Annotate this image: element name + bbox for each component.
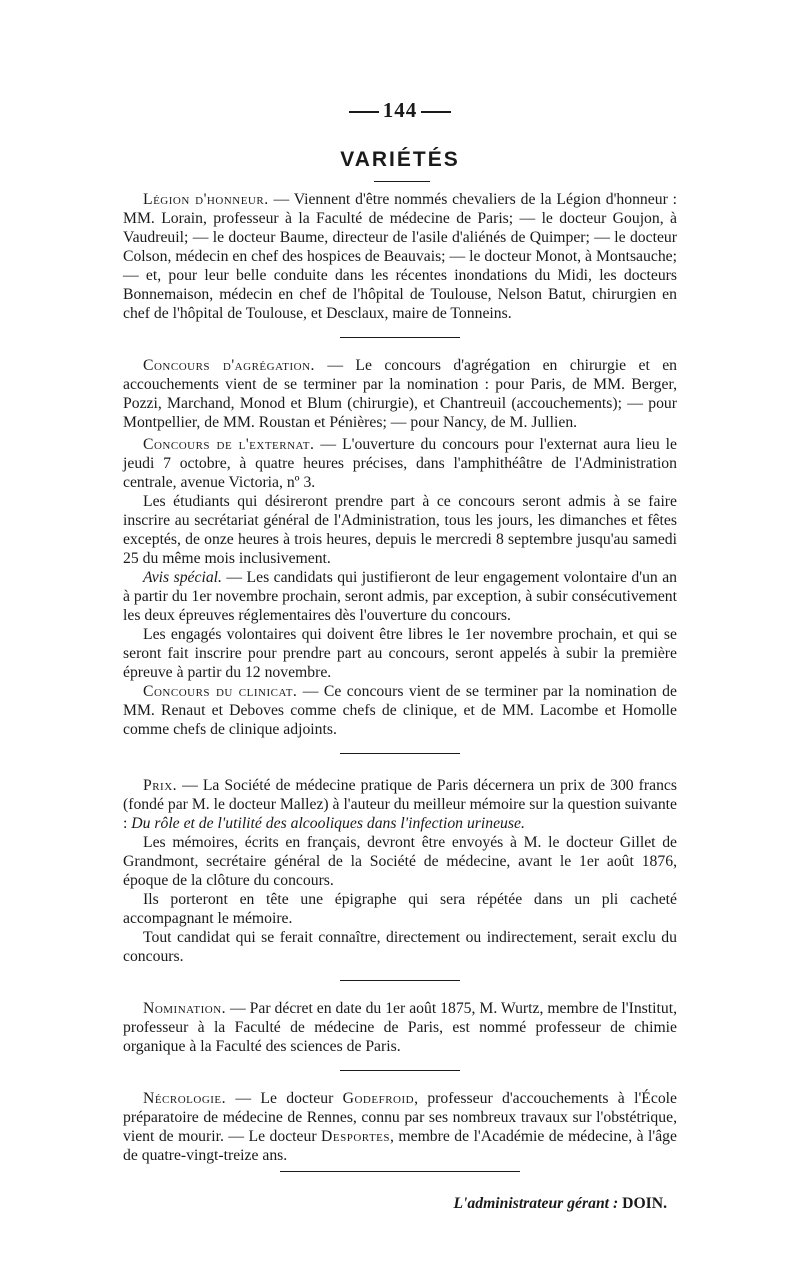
necrologie-name-2: Desportes bbox=[321, 1128, 391, 1145]
nomination-label: Nomination. bbox=[143, 1000, 227, 1017]
closing-rule bbox=[280, 1171, 520, 1172]
section-title: VARIÉTÉS bbox=[340, 148, 460, 171]
externat-paragraph bbox=[123, 435, 677, 492]
clinicat-label: Concours du clinicat. bbox=[143, 683, 298, 700]
nomination-text: — Par décret en date du 1er août 1875, M. Wurtz, membre de l'Institut, professeur à la Faculté de médecine de Paris, est nommé professeur de chimie organique à la Faculté des sciences de Paris. bbox=[123, 1000, 677, 1055]
legion-label: Légion d'honneur. bbox=[143, 191, 269, 208]
externat-text: — L'ouverture du concours pour l'externat aura lieu le jeudi 7 octobre, à quatre heures précises, dans l'amphithéâtre de l'Administration centrale, avenue Victoria, nº 3. bbox=[123, 436, 677, 491]
agregation-label: Concours d'agrégation. bbox=[143, 357, 315, 374]
necrologie-text-3: , membre de l'Académie de médecine, à l'âge de quatre-vingt-treize ans. bbox=[123, 1128, 677, 1164]
legion-text: — Viennent d'être nommés chevaliers de la Légion d'honneur : MM. Lorain, professeur à la Faculté de médecine de Paris; — le docteur Goujon, à Vaudreuil; — le docteur Baume, directeur de l'asile d'aliénés de Quimper; — le docteur Colson, médecin en chef des hospices de Beauvais; — le docteur Monot, à Montsauche; — et, pour leur belle conduite dans les récentes inondations du Midi, les docteurs Bonnemaison, médecin en chef de l'hôpital de Toulouse, Nelson Batut, chirurgien en chef de l'hôpital de Toulouse, et Desclaux, maire de Tonneins. bbox=[123, 191, 678, 322]
clinicat-text: — Ce concours vient de se terminer par la nomination de MM. Renaut et Deboves comme chefs de clinique, et de MM. Lacombe et Homolle comme chefs de clinique adjoints. bbox=[123, 683, 677, 738]
prix-exclusion-paragraph: Tout candidat qui se ferait connaître, directement ou indirectement, serait exclu du concours. bbox=[123, 929, 677, 965]
necrologie-label: Nécrologie. bbox=[143, 1090, 227, 1107]
separator-rule bbox=[340, 1070, 460, 1071]
header-dash-left bbox=[349, 111, 379, 113]
necrologie-paragraph bbox=[123, 1089, 677, 1165]
externat-inscription-paragraph: Les étudiants qui désireront prendre part à ce concours seront admis à se faire inscrire au secrétariat général de l'Administration, tous les jours, les dimanches et fêtes exceptés, de onze heures à trois heures, depuis le mercredi 8 septembre jusqu'au samedi 25 du même mois inclusivement. bbox=[123, 493, 677, 567]
clinicat-paragraph bbox=[123, 682, 677, 739]
agregation-text: — Le concours d'agrégation en chirurgie et en accouchements vient de se terminer par la nomination : pour Paris, de MM. Berger, Pozzi, Marchand, Monod et Blum (chirurgie), et Chantreuil (accouchements); — pour Montpellier, de MM. Roustan et Pénières; — pour Nancy, de M. Jullien. bbox=[123, 357, 677, 431]
avis-label: Avis spécial. bbox=[143, 569, 222, 586]
signature-label: L'administrateur gérant : bbox=[453, 1195, 619, 1212]
signature-name: DOIN. bbox=[618, 1195, 667, 1212]
header-dash-right bbox=[421, 111, 451, 113]
agregation-paragraph bbox=[123, 356, 677, 432]
prix-paragraph bbox=[123, 776, 677, 833]
prix-question: Du rôle et de l'utilité des alcooliques dans l'infection urineuse. bbox=[131, 815, 525, 832]
separator-rule bbox=[340, 753, 460, 754]
externat-label: Concours de l'externat. bbox=[143, 436, 315, 453]
article-body bbox=[123, 190, 677, 1213]
prix-label: Prix. bbox=[143, 777, 178, 794]
engages-paragraph: Les engagés volontaires qui doivent être libres le 1er novembre prochain, et qui se seront fait inscrire pour prendre part au concours, seront appelés à subir la première épreuve à partir du 12 novembre. bbox=[123, 626, 677, 681]
necrologie-text-2: , professeur d'accouchements à l'École préparatoire de médecine de Rennes, connu par ses nombreux travaux sur l'obstétrique, vient de mourir. — Le docteur bbox=[123, 1090, 677, 1145]
avis-special-paragraph bbox=[123, 568, 677, 625]
page-number: 144 bbox=[382, 98, 418, 122]
page-number-header bbox=[0, 98, 800, 123]
legion-paragraph bbox=[123, 190, 677, 323]
prix-memoires-paragraph: Les mémoires, écrits en français, devront être envoyés à M. le docteur Gillet de Grandmont, secrétaire général de la Société de médecine, avant le 1er août 1876, époque de la clôture du concours. bbox=[123, 834, 677, 889]
separator-rule bbox=[340, 337, 460, 338]
prix-text: — La Société de médecine pratique de Paris décernera un prix de 300 francs (fondé par M. le docteur Mallez) à l'auteur du meilleur mémoire sur la question suivante : bbox=[123, 777, 677, 832]
avis-text: — Les candidats qui justifieront de leur engagement volontaire d'un an à partir du 1er novembre prochain, seront admis, par exception, à subir consécutivement les deux épreuves réglementaires dès l'ouverture du concours. bbox=[123, 569, 678, 624]
necrologie-name-1: Godefroid bbox=[342, 1090, 415, 1107]
separator-rule bbox=[340, 980, 460, 981]
title-underline bbox=[374, 181, 430, 182]
signature-line bbox=[123, 1194, 677, 1213]
nomination-paragraph bbox=[123, 999, 677, 1056]
necrologie-text-1: — Le docteur bbox=[226, 1090, 343, 1107]
prix-epigraphe-paragraph: Ils porteront en tête une épigraphe qui sera répétée dans un pli cacheté accompagnant le mémoire. bbox=[123, 891, 677, 927]
